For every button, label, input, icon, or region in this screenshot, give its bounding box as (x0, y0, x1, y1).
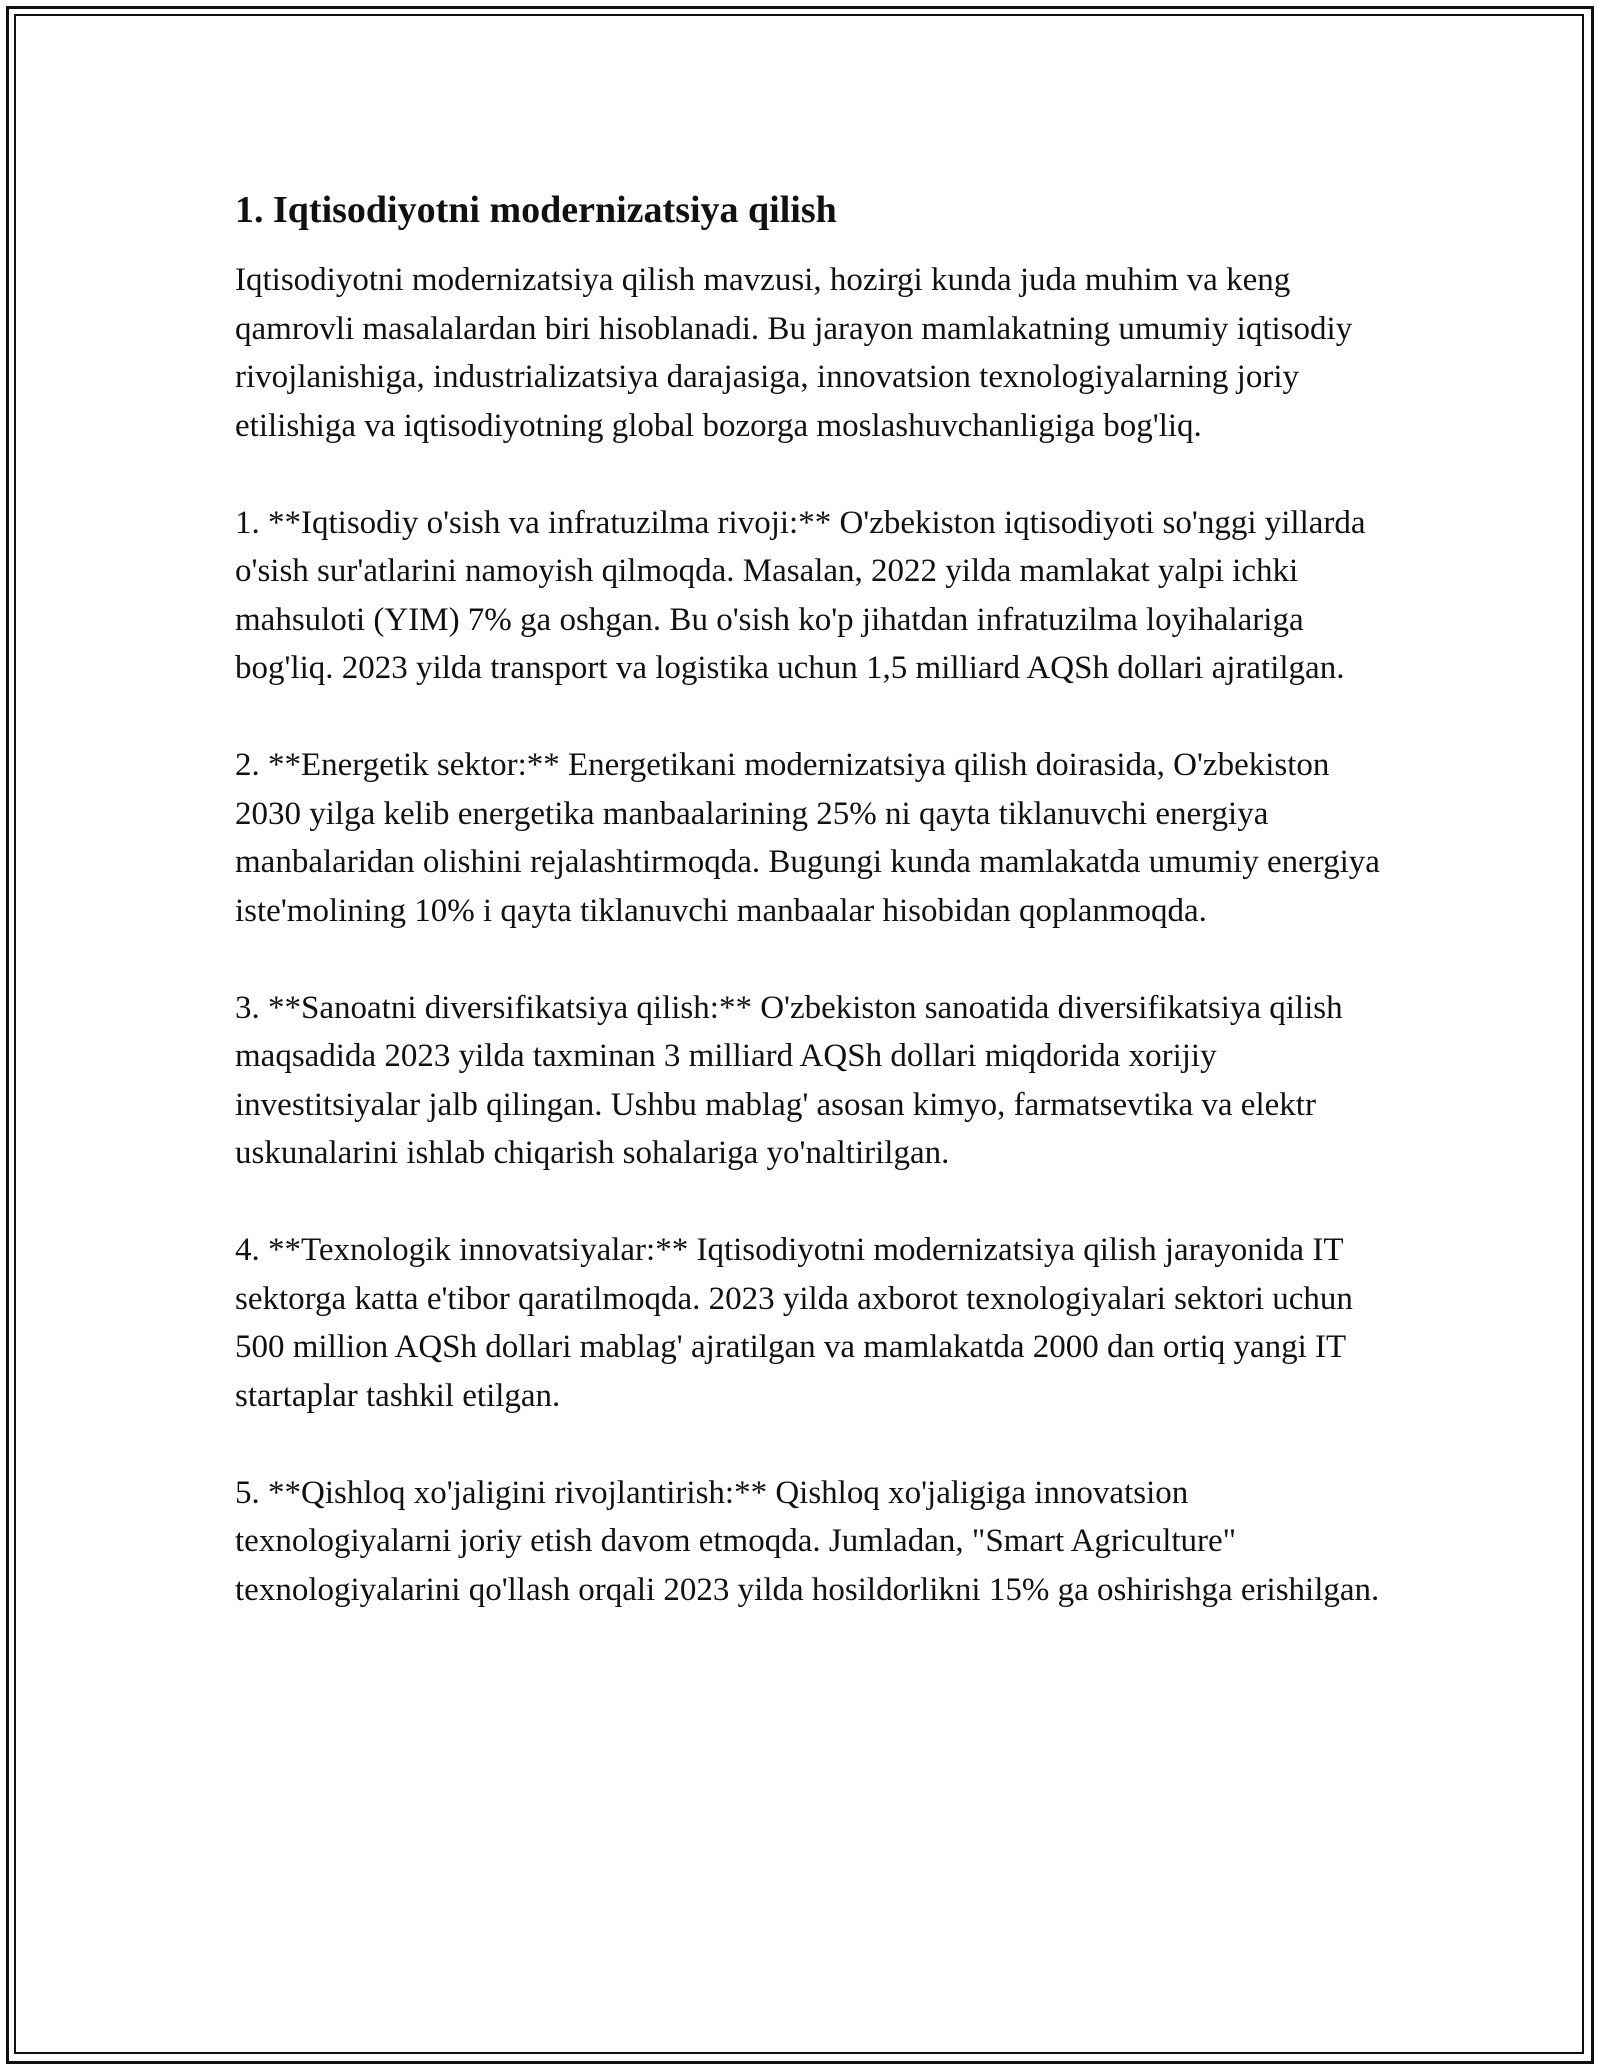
list-item-infrastructure: 1. **Iqtisodiy o'sish va infratuzilma rivoji:** O'zbekiston iqtisodiyoti so'nggi yillarda o'sish sur'atlarini namoyish qilmoqda. Masalan, 2022 yilda mamlakat yalpi ichki mahsuloti (YIM) 7% ga oshgan. Bu o'sish ko'p jihatdan infratuzilma loyihalariga bog'liq. 2023 yilda transport va logistika uchun 1,5 milliard AQSh dollari ajratilgan. (235, 504, 1366, 686)
list-item-industry: 3. **Sanoatni diversifikatsiya qilish:** O'zbekiston sanoatida diversifikatsiya qilish maqsadida 2023 yilda taxminan 3 milliard AQSh dollari miqdorida xorijiy investitsiyalar jalb qilingan. Ushbu mablag' asosan kimyo, farmatsevtika va elektr uskunalarini ishlab chiqarish sohalariga yo'naltirilgan. (235, 989, 1343, 1171)
list-item-energy: 2. **Energetik sektor:** Energetikani modernizatsiya qilish doirasida, O'zbekiston 2030 yilga kelib energetika manbaalarining 25% ni qayta tiklanuvchi energiya manbalaridan olishini rejalashtirmoqda. Bugungi kunda mamlakatda umumiy energiya iste'molining 10% i qayta tiklanuvchi manbaalar hisobidan qoplanmoqda. (235, 747, 1380, 929)
list-item-agriculture: 5. **Qishloq xo'jaligini rivojlantirish:** Qishloq xo'jaligiga innovatsion texnologiyalarni joriy etish davom etmoqda. Jumladan, "Smart Agriculture" texnologiyalarini qo'llash orqali 2023 yilda hosildorlikni 15% ga oshirishga erishilgan. (235, 1474, 1380, 1608)
section-heading: 1. Iqtisodiyotni modernizatsiya qilish (235, 189, 837, 231)
intro-paragraph: Iqtisodiyotni modernizatsiya qilish mavzusi, hozirgi kunda juda muhim va keng qamrovli masalalardan biri hisoblanadi. Bu jarayon mamlakatning umumiy iqtisodiy rivojlanishiga, industrializatsiya darajasiga, innovatsion texnologiyalarning joriy etilishiga va iqtisodiyotning global bozorga moslashuvchanligiga bog'liq. (235, 262, 1353, 444)
list-item-technology: 4. **Texnologik innovatsiyalar:** Iqtisodiyotni modernizatsiya qilish jarayonida IT sektorga katta e'tibor qaratilmoqda. 2023 yilda axborot texnologiyalari sektori uchun 500 million AQSh dollari mablag' ajratilgan va mamlakatda 2000 dan ortiq yangi IT startaplar tashkil etilgan. (235, 1232, 1353, 1414)
document-body (235, 186, 1385, 1614)
